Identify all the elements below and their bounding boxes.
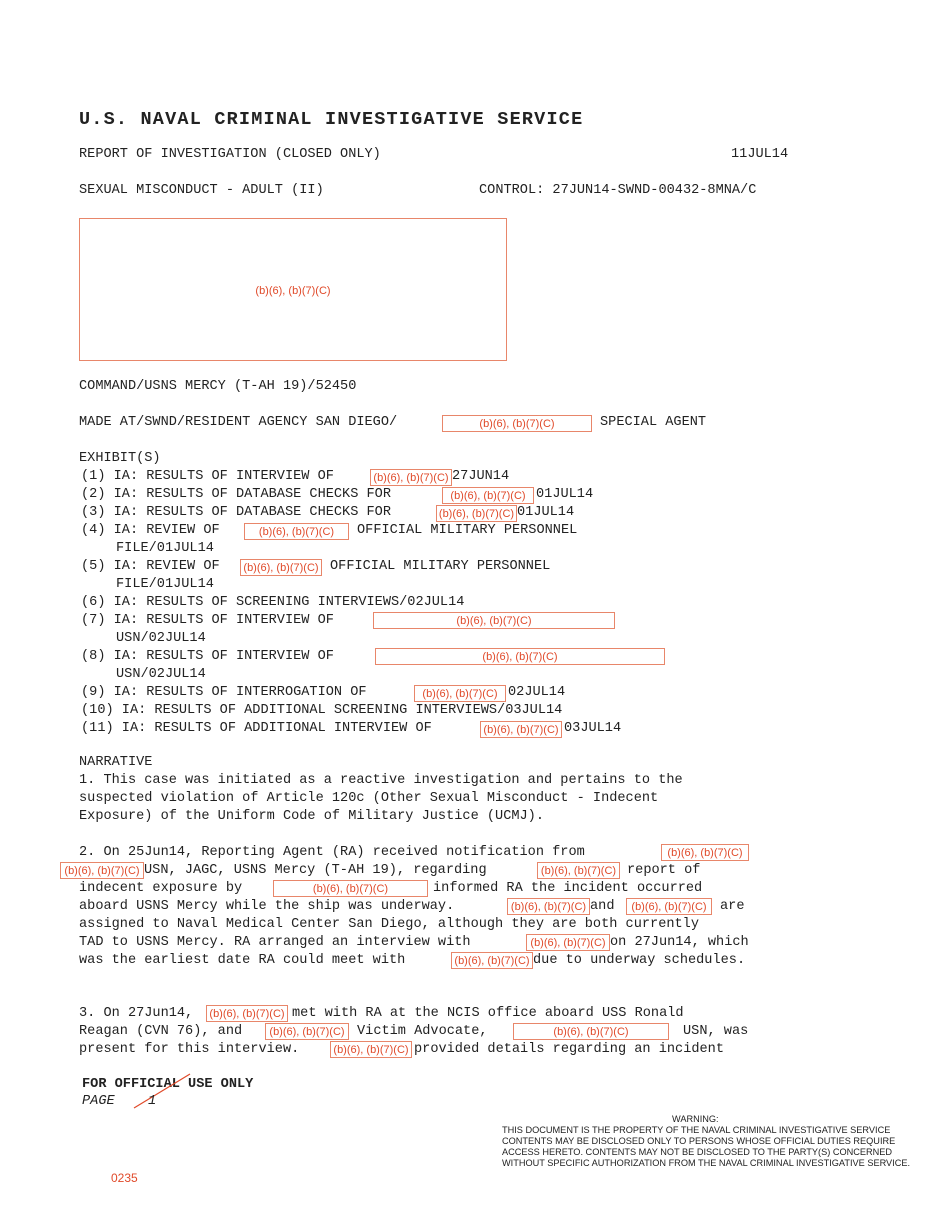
redaction-box: (b)(6), (b)(7)(C) — [537, 862, 620, 879]
exhibit-3-date: 01JUL14 — [517, 505, 575, 520]
special-agent-label: SPECIAL AGENT — [600, 415, 707, 430]
exhibit-8-unit: USN/02JUL14 — [116, 667, 206, 682]
warning-title: WARNING: — [672, 1114, 719, 1124]
exhibits-heading: EXHIBIT(S) — [79, 451, 161, 466]
report-date: 11JUL14 — [731, 147, 789, 162]
narrative-heading: NARRATIVE — [79, 755, 153, 770]
redaction-box: (b)(6), (b)(7)(C) — [507, 898, 590, 915]
narrative-p2-line: TAD to USNS Mercy. RA arranged an interview with — [79, 935, 471, 950]
page-label: PAGE — [82, 1094, 115, 1109]
narrative-p2-line: report of — [627, 863, 701, 878]
redaction-box: (b)(6), (b)(7)(C) — [273, 880, 428, 897]
control-number: CONTROL: 27JUN14-SWND-00432-8MNA/C — [479, 183, 757, 198]
narrative-p3-line: met with RA at the NCIS office aboard USS Ronald — [292, 1006, 684, 1021]
narrative-p3-line: Victim Advocate, — [357, 1024, 488, 1039]
exhibit-1-date: 27JUN14 — [452, 469, 510, 484]
report-type: REPORT OF INVESTIGATION (CLOSED ONLY) — [79, 147, 381, 162]
warning-line: WITHOUT SPECIFIC AUTHORIZATION FROM THE NAVAL CRIMINAL INVESTIGATIVE SERVICE. — [502, 1158, 911, 1168]
narrative-p2-line: and — [590, 899, 615, 914]
narrative-p3-line: 3. On 27Jun14, — [79, 1006, 194, 1021]
exhibit-5-file: FILE/01JUL14 — [116, 577, 214, 592]
exhibit-10: (10) IA: RESULTS OF ADDITIONAL SCREENING INTERVIEWS/03JUL14 — [81, 703, 563, 718]
exhibit-1: (1) IA: RESULTS OF INTERVIEW OF — [81, 469, 334, 484]
exhibit-7: (7) IA: RESULTS OF INTERVIEW OF — [81, 613, 334, 628]
redaction-box: (b)(6), (b)(7)(C) — [60, 862, 144, 879]
narrative-p2-line: informed RA the incident occurred — [433, 881, 703, 896]
redaction-box: (b)(6), (b)(7)(C) — [330, 1041, 412, 1058]
redaction-box: (b)(6), (b)(7)(C) — [373, 612, 615, 629]
redaction-box: (b)(6), (b)(7)(C) — [442, 487, 534, 504]
narrative-p3-line: USN, was — [683, 1024, 749, 1039]
exhibit-11-date: 03JUL14 — [564, 721, 622, 736]
narrative-p2-line: due to underway schedules. — [533, 953, 746, 968]
redaction-box: (b)(6), (b)(7)(C) — [513, 1023, 669, 1040]
warning-line: THIS DOCUMENT IS THE PROPERTY OF THE NAVAL CRIMINAL INVESTIGATIVE SERVICE — [502, 1125, 891, 1135]
bates-number: 0235 — [111, 1171, 138, 1185]
narrative-p1-line: suspected violation of Article 120c (Other Sexual Misconduct - Indecent — [79, 791, 659, 806]
redaction-box: (b)(6), (b)(7)(C) — [265, 1023, 349, 1040]
redaction-box: (b)(6), (b)(7)(C) — [370, 469, 452, 486]
narrative-p2-line: was the earliest date RA could meet with — [79, 953, 406, 968]
exhibit-7-unit: USN/02JUL14 — [116, 631, 206, 646]
narrative-p3-line: present for this interview. — [79, 1042, 300, 1057]
redaction-box: (b)(6), (b)(7)(C) — [526, 934, 610, 951]
narrative-p2-line: indecent exposure by — [79, 881, 243, 896]
narrative-p2-line: assigned to Naval Medical Center San Diego, although they are both currently — [79, 917, 699, 932]
page-number: 1 — [148, 1094, 157, 1109]
redaction-box: (b)(6), (b)(7)(C) — [436, 505, 517, 522]
strike-mark — [128, 1070, 198, 1114]
narrative-p2-line: are — [720, 899, 745, 914]
narrative-p2-line: on 27Jun14, which — [610, 935, 749, 950]
warning-line: CONTENTS MAY BE DISCLOSED ONLY TO PERSONS WHOSE OFFICIAL DUTIES REQUIRE — [502, 1136, 896, 1146]
exhibit-6: (6) IA: RESULTS OF SCREENING INTERVIEWS/02JUL14 — [81, 595, 465, 610]
narrative-p1-line: 1. This case was initiated as a reactive investigation and pertains to the — [79, 773, 683, 788]
redaction-box: (b)(6), (b)(7)(C) — [375, 648, 665, 665]
narrative-p2-line: 2. On 25Jun14, Reporting Agent (RA) received notification from — [79, 845, 585, 860]
warning-line: ACCESS HERETO. CONTENTS MAY NOT BE DISCLOSED TO THE PARTY(S) CONCERNED — [502, 1147, 893, 1157]
redaction-box: (b)(6), (b)(7)(C) — [442, 415, 592, 432]
exhibit-5-desc: OFFICIAL MILITARY PERSONNEL — [330, 559, 551, 574]
exhibit-5: (5) IA: REVIEW OF — [81, 559, 220, 574]
narrative-p2-line: USN, JAGC, USNS Mercy (T-AH 19), regarding — [144, 863, 487, 878]
narrative-p3-line: provided details regarding an incident — [414, 1042, 724, 1057]
redaction-box: (b)(6), (b)(7)(C) — [661, 844, 749, 861]
exhibit-8: (8) IA: RESULTS OF INTERVIEW OF — [81, 649, 334, 664]
redaction-box: (b)(6), (b)(7)(C) — [206, 1005, 288, 1022]
exhibit-9: (9) IA: RESULTS OF INTERROGATION OF — [81, 685, 367, 700]
narrative-p2-line: aboard USNS Mercy while the ship was underway. — [79, 899, 455, 914]
redaction-box: (b)(6), (b)(7)(C) — [240, 559, 322, 576]
exhibit-3: (3) IA: RESULTS OF DATABASE CHECKS FOR — [81, 505, 391, 520]
exhibit-2-date: 01JUL14 — [536, 487, 594, 502]
redaction-box: (b)(6), (b)(7)(C) — [244, 523, 349, 540]
exhibit-11: (11) IA: RESULTS OF ADDITIONAL INTERVIEW OF — [81, 721, 432, 736]
exhibit-4-file: FILE/01JUL14 — [116, 541, 214, 556]
exhibit-9-date: 02JUL14 — [508, 685, 566, 700]
agency-title: U.S. NAVAL CRIMINAL INVESTIGATIVE SERVICE — [79, 109, 584, 130]
redaction-box: (b)(6), (b)(7)(C) — [480, 721, 562, 738]
redaction-box: (b)(6), (b)(7)(C) — [414, 685, 506, 702]
narrative-p1-line: Exposure) of the Uniform Code of Military Justice (UCMJ). — [79, 809, 544, 824]
redaction-box: (b)(6), (b)(7)(C) — [451, 952, 533, 969]
narrative-p3-line: Reagan (CVN 76), and — [79, 1024, 243, 1039]
fouo-marking: FOR OFFICIAL USE ONLY — [82, 1077, 254, 1092]
redaction-box: (b)(6), (b)(7)(C) — [626, 898, 712, 915]
made-at-line: MADE AT/SWND/RESIDENT AGENCY SAN DIEGO/ — [79, 415, 398, 430]
exhibit-2: (2) IA: RESULTS OF DATABASE CHECKS FOR — [81, 487, 391, 502]
exhibit-4: (4) IA: REVIEW OF — [81, 523, 220, 538]
exhibit-4-desc: OFFICIAL MILITARY PERSONNEL — [357, 523, 578, 538]
case-category: SEXUAL MISCONDUCT - ADULT (II) — [79, 183, 324, 198]
command-line: COMMAND/USNS MERCY (T-AH 19)/52450 — [79, 379, 357, 394]
redaction-box: (b)(6), (b)(7)(C) — [79, 218, 507, 361]
